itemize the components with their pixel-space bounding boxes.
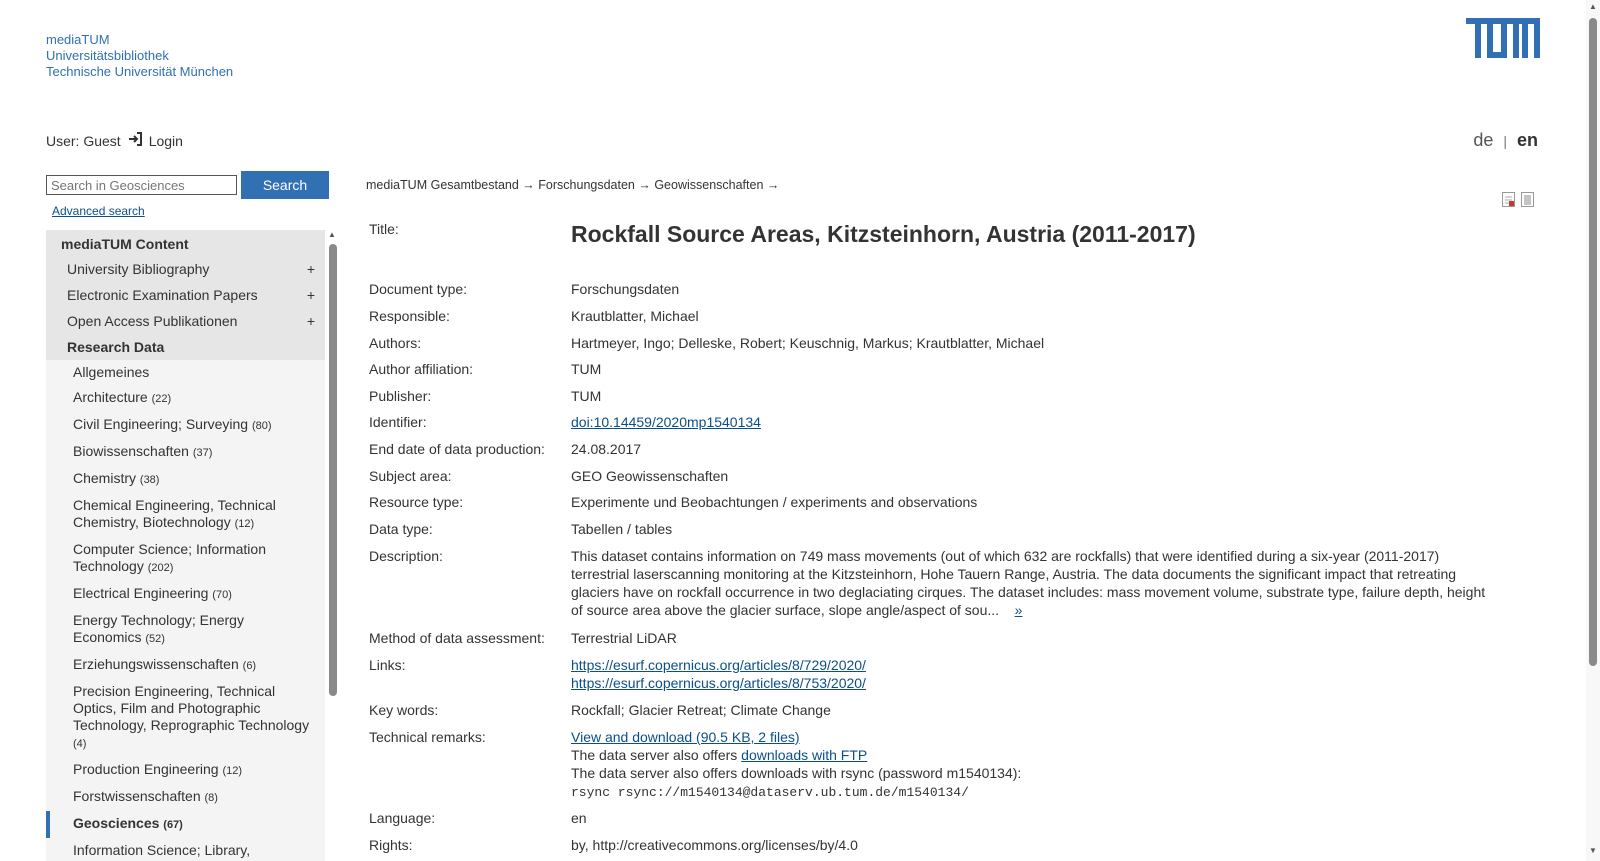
sidebar-scrollbar[interactable] <box>327 230 339 861</box>
sidebar-item[interactable] <box>46 466 325 493</box>
sidebar-item[interactable] <box>46 493 325 537</box>
sidebar-item[interactable] <box>46 385 325 412</box>
sidebar-item-label: Erziehungswissenschaften <box>73 656 239 672</box>
sidebar-item-count: (52) <box>145 633 165 645</box>
scroll-up-icon[interactable]: ▲ <box>1589 2 1597 11</box>
expand-icon[interactable]: + <box>306 313 315 329</box>
authors-label: Authors: <box>369 335 422 351</box>
tum-logo[interactable] <box>1466 18 1540 61</box>
sidebar-item-count: (37) <box>192 447 213 459</box>
lang-separator: | <box>1503 133 1507 149</box>
page-scrollbar[interactable] <box>1586 0 1600 861</box>
enddate-value: 24.08.2017 <box>571 441 642 457</box>
sidebar-item-geosciences[interactable] <box>46 811 325 838</box>
view-download-link[interactable]: View and download (90.5 KB, 2 files) <box>571 729 800 745</box>
sidebar-item-count: (80) <box>251 420 272 432</box>
sidebar-item-label: Electrical Engineering <box>73 585 209 601</box>
export-icon[interactable] <box>1502 192 1515 210</box>
links-label: Links: <box>369 657 406 673</box>
sidebar-head[interactable]: mediaTUM Content <box>46 230 325 256</box>
header-mediatum[interactable]: mediaTUM <box>46 32 110 47</box>
sidebar-item-count: (70) <box>212 589 232 601</box>
doctype-value: Forschungsdaten <box>571 281 680 297</box>
sidebar-item-research-data[interactable]: Research Data <box>46 334 325 360</box>
page-scroll-thumb[interactable] <box>1589 18 1597 666</box>
language-label: Language: <box>369 810 436 826</box>
sidebar-item[interactable] <box>46 652 325 679</box>
library-header <box>46 32 233 80</box>
keywords-value: Rockfall; Glacier Retreat; Climate Change <box>571 702 831 718</box>
search-form <box>46 175 329 199</box>
responsible-value: Krautblatter, Michael <box>571 308 699 324</box>
subject-label: Subject area: <box>369 468 452 484</box>
sidebar-item[interactable] <box>46 784 325 811</box>
search-button[interactable]: Search <box>241 171 329 199</box>
identifier-label: Identifier: <box>369 414 427 430</box>
method-label: Method of data assessment: <box>369 630 545 646</box>
sidebar-item-count: (8) <box>204 792 218 804</box>
doi-link[interactable]: doi:10.14459/2020mp1540134 <box>571 414 761 430</box>
publisher-value: TUM <box>571 388 602 404</box>
sidebar-item-label: Open Access Publikationen <box>67 313 238 329</box>
sidebar-item-label: Chemistry <box>73 470 137 486</box>
expand-icon[interactable]: + <box>306 287 315 303</box>
sidebar-item-count: (12) <box>222 765 242 777</box>
rights-value: by, http://creativecommons.org/licenses/by/4.0 <box>571 837 858 853</box>
lang-de[interactable]: de <box>1473 130 1494 150</box>
rsync-text: The data server also offers downloads with rsync (password m1540134): <box>571 765 1022 781</box>
sidebar-item[interactable] <box>46 412 325 439</box>
sidebar-item-label: Geosciences <box>73 815 160 831</box>
sidebar-item-label: Energy Technology; Energy Economics <box>73 612 244 645</box>
user-label: User: Guest <box>46 132 121 149</box>
sidebar-item-label: Precision Engineering, Technical Optics, Film and Photographic Technology, Reprographic Technology <box>73 683 310 733</box>
login-icon[interactable] <box>127 131 143 150</box>
sidebar-item-label: Information Science; Library, <box>73 842 251 858</box>
record-title: Rockfall Source Areas, Kitzsteinhorn, Austria (2011-2017) <box>571 221 1196 247</box>
sidebar-item-count: (6) <box>242 660 257 672</box>
breadcrumb[interactable]: mediaTUM Gesamtbestand → Forschungsdaten → Geowissenschaften → <box>366 178 780 192</box>
enddate-label: End date of data production: <box>369 441 545 457</box>
description-more-link[interactable]: » <box>1014 602 1023 618</box>
sidebar-item[interactable] <box>46 537 325 581</box>
sidebar-item-label: Allgemeines <box>73 364 150 380</box>
user-bar <box>46 131 183 150</box>
tech-label: Technical remarks: <box>369 729 486 745</box>
resource-value: Experimente und Beobachtungen / experiments and observations <box>571 494 978 510</box>
sidebar-item-examination-papers[interactable] <box>46 282 325 308</box>
sidebar-item-count: (38) <box>139 474 160 486</box>
sidebar-item-count: (67) <box>163 819 183 831</box>
sidebar-item-label: Forstwissenschaften <box>73 788 201 804</box>
keywords-label: Key words: <box>369 702 439 718</box>
datatype-value: Tabellen / tables <box>571 521 673 537</box>
subject-value: GEO Geowissenschaften <box>571 468 729 484</box>
rsync-command: rsync rsync://m1540134@dataserv.ub.tum.de/m1540134/ <box>571 785 969 800</box>
sidebar-item-label: Civil Engineering; Surveying <box>73 416 249 432</box>
sidebar-item-open-access[interactable] <box>46 308 325 334</box>
sidebar <box>46 230 325 861</box>
sidebar-item-label: Biowissenschaften <box>73 443 189 459</box>
ftp-text: The data server also offers <box>571 747 738 763</box>
datatype-label: Data type: <box>369 521 433 537</box>
description-text: This dataset contains information on 749 mass movements (out of which 632 are rockfalls) that were identified during a six-year (2011-2017) terrestrial laserscanning monitoring at the Kitzsteinhorn, Hohe Tauern Range, Austria. The data documents the significant impact that retreating glaciers have on rockfall occurrence in two deglaciating cirques. The dataset includes: mass movement volume, substrate type, failure depth, height of source area above the glacier surface, slope angle/aspect of sou... <box>571 548 1486 618</box>
sidebar-item-label: Electronic Examination Papers <box>67 287 258 303</box>
publisher-label: Publisher: <box>369 388 432 404</box>
sidebar-item-count: (22) <box>151 393 172 405</box>
sidebar-item-label: Architecture <box>73 389 148 405</box>
link-esurf-729[interactable]: https://esurf.copernicus.org/articles/8/729/2020/ <box>571 657 866 673</box>
sidebar-item[interactable] <box>46 360 325 385</box>
sidebar-item[interactable] <box>46 838 325 861</box>
scroll-down-icon[interactable]: ▼ <box>1589 846 1597 855</box>
rights-label: Rights: <box>369 837 413 853</box>
advanced-search-link[interactable]: Advanced search <box>52 204 145 218</box>
affiliation-label: Author affiliation: <box>369 361 474 377</box>
login-link[interactable]: Login <box>148 132 183 149</box>
sidebar-item-label: University Bibliography <box>67 261 210 277</box>
sidebar-item[interactable] <box>46 679 325 757</box>
scroll-up-icon[interactable]: ▲ <box>328 230 336 239</box>
document-actions <box>1502 192 1534 210</box>
language-value: en <box>571 810 587 826</box>
affiliation-value: TUM <box>571 361 602 377</box>
expand-icon[interactable]: + <box>306 261 315 277</box>
sidebar-item-label: Computer Science; Information Technology <box>73 541 266 574</box>
sidebar-item-label: Production Engineering <box>73 761 219 777</box>
authors-value: Hartmeyer, Ingo; Delleske, Robert; Keuschnig, Markus; Krautblatter, Michael <box>571 335 1045 351</box>
sidebar-item-count: (4) <box>73 738 87 750</box>
sidebar-item[interactable] <box>46 757 325 784</box>
sidebar-item[interactable] <box>46 608 325 652</box>
sidebar-item[interactable] <box>46 581 325 608</box>
header-university[interactable]: Technische Universität München <box>46 64 234 79</box>
resource-label: Resource type: <box>369 494 464 510</box>
sidebar-item-count: (202) <box>147 562 174 574</box>
link-esurf-753[interactable]: https://esurf.copernicus.org/articles/8/753/2020/ <box>571 675 866 691</box>
responsible-label: Responsible: <box>369 308 450 324</box>
sidebar-item-university-bibliography[interactable] <box>46 256 325 282</box>
sidebar-item-label: Chemical Engineering, Technical Chemistry, Biotechnology <box>73 497 276 530</box>
method-value: Terrestrial LiDAR <box>571 630 677 646</box>
sidebar-item-count: (12) <box>234 518 255 530</box>
doctype-label: Document type: <box>369 281 468 297</box>
language-switch <box>1473 130 1538 151</box>
ftp-link[interactable]: downloads with FTP <box>741 747 868 763</box>
header-library[interactable]: Universitätsbibliothek <box>46 48 169 63</box>
sidebar-scroll-thumb[interactable] <box>329 244 337 696</box>
description-label: Description: <box>369 548 443 564</box>
sidebar-item[interactable] <box>46 439 325 466</box>
title-label: Title: <box>369 221 399 237</box>
print-icon[interactable] <box>1521 192 1534 210</box>
search-input[interactable] <box>46 175 237 195</box>
lang-en[interactable]: en <box>1516 130 1538 150</box>
